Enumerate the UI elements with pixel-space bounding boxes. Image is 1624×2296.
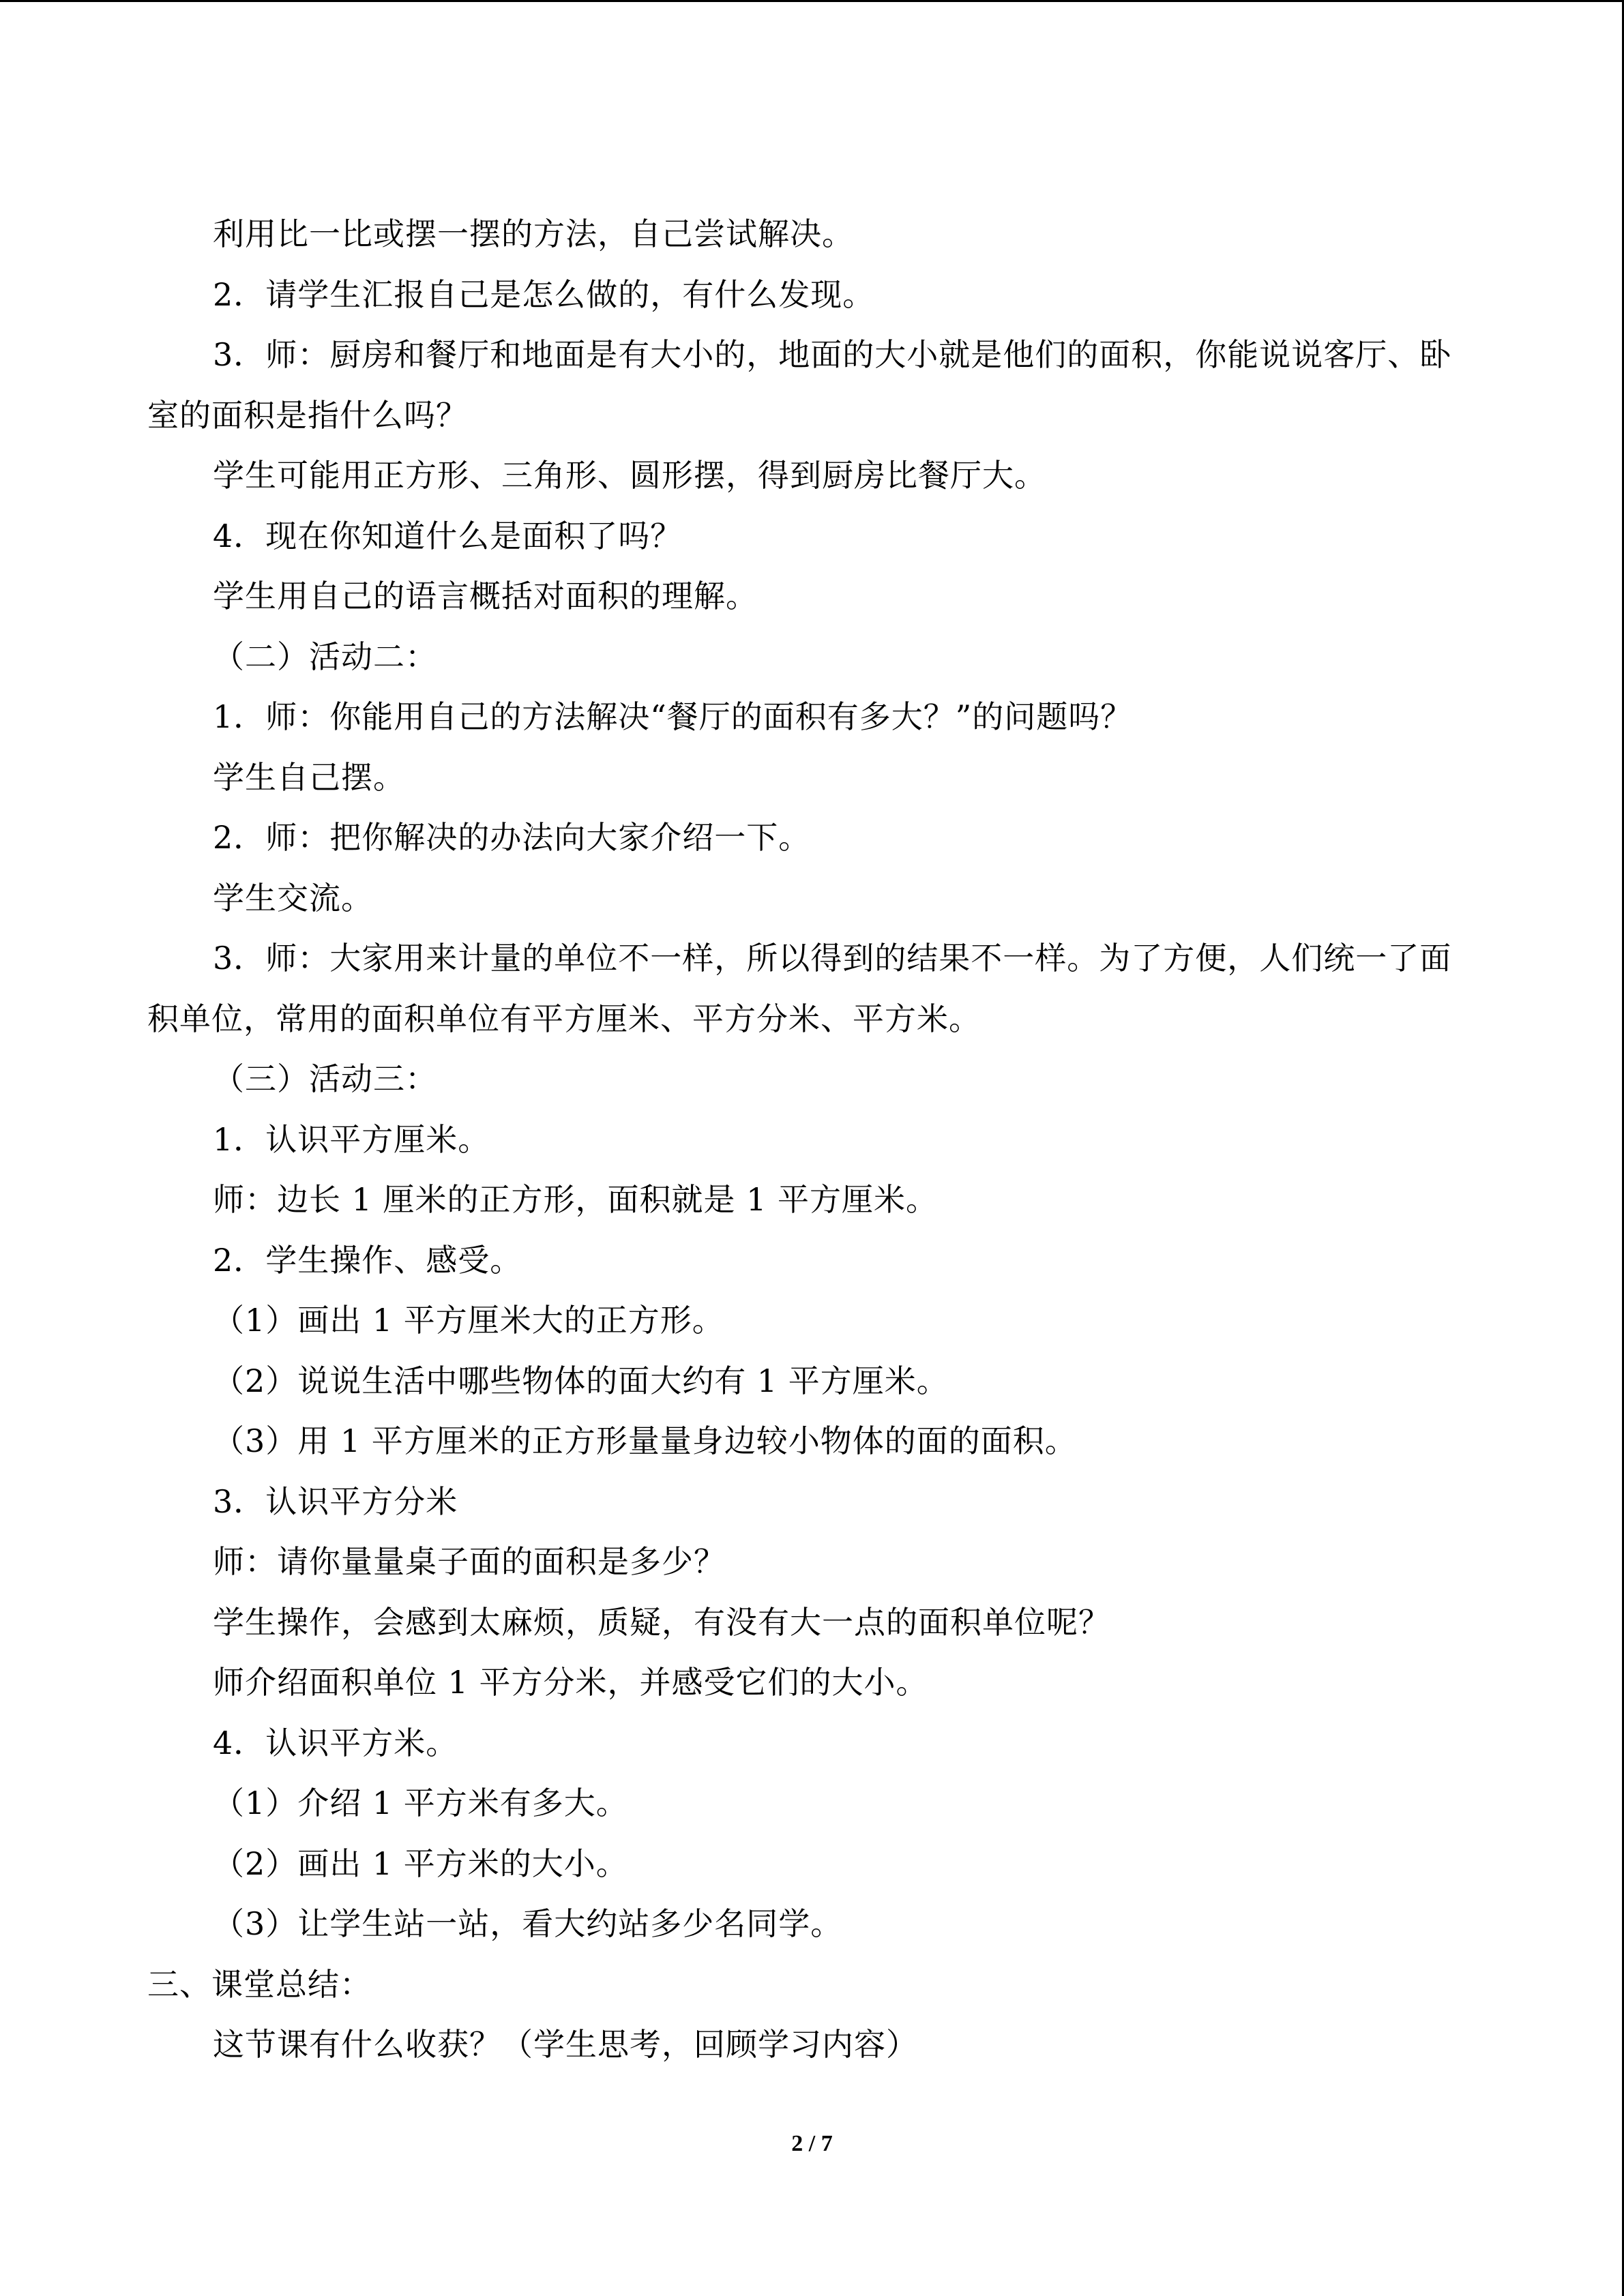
paragraph-line: 1．师：你能用自己的方法解决“餐厅的面积有多大？”的问题吗？ [213,698,1133,735]
paragraph-line: 学生操作，会感到太麻烦，质疑，有没有大一点的面积单位呢？ [213,1604,1110,1641]
paragraph-line: 2．学生操作、感受。 [213,1242,522,1279]
paragraph-line: （2）画出 1 平方米的大小。 [213,1845,628,1882]
paragraph-line: 室的面积是指什么吗？ [147,397,468,434]
paragraph-line: 4．认识平方米。 [213,1725,458,1761]
paragraph-line: 4．现在你知道什么是面积了吗？ [213,518,683,554]
paragraph-line: 师：边长 1 厘米的正方形，面积就是 1 平方厘米。 [213,1181,939,1218]
paragraph-line: 学生交流。 [213,880,373,916]
paragraph-line: 3．认识平方分米 [213,1483,458,1520]
paragraph-line: 学生可能用正方形、三角形、圆形摆，得到厨房比餐厅大。 [213,457,1046,494]
paragraph-line: 利用比一比或摆一摆的方法，自己尝试解决。 [213,215,854,252]
paragraph-line: 师：请你量量桌子面的面积是多少？ [213,1543,726,1580]
paragraph-line: 学生自己摆。 [213,759,405,796]
paragraph-line: 这节课有什么收获？（学生思考，回顾学习内容） [213,2026,918,2063]
top-border-line [0,0,1624,2]
paragraph-line: 3．师：大家用来计量的单位不一样，所以得到的结果不一样。为了方便，人们统一了面 [213,940,1452,976]
section-heading: 三、课堂总结： [147,1966,372,2003]
paragraph-line: （3）让学生站一站，看大约站多少名同学。 [213,1905,843,1942]
section-heading: （二）活动二： [213,638,437,675]
paragraph-line: 积单位，常用的面积单位有平方厘米、平方分米、平方米。 [147,1000,981,1037]
paragraph-line: 1．认识平方厘米。 [213,1121,490,1158]
paragraph-line: 学生用自己的语言概括对面积的理解。 [213,578,758,614]
paragraph-line: 2．师：把你解决的办法向大家介绍一下。 [213,819,811,856]
paragraph-line: 2．请学生汇报自己是怎么做的，有什么发现。 [213,276,875,313]
paragraph-line: （3）用 1 平方厘米的正方形量量身边较小物体的面的面积。 [213,1422,1077,1459]
paragraph-line: （2）说说生活中哪些物体的面大约有 1 平方厘米。 [213,1362,949,1399]
paragraph-line: 3．师：厨房和餐厅和地面是有大小的，地面的大小就是他们的面积，你能说说客厅、卧 [213,336,1452,373]
paragraph-line: 师介绍面积单位 1 平方分米，并感受它们的大小。 [213,1664,928,1701]
paragraph-line: （1）介绍 1 平方米有多大。 [213,1785,628,1821]
section-heading: （三）活动三： [213,1060,437,1097]
paragraph-line: （1）画出 1 平方厘米大的正方形。 [213,1302,724,1339]
page-number: 2 / 7 [791,2131,833,2156]
